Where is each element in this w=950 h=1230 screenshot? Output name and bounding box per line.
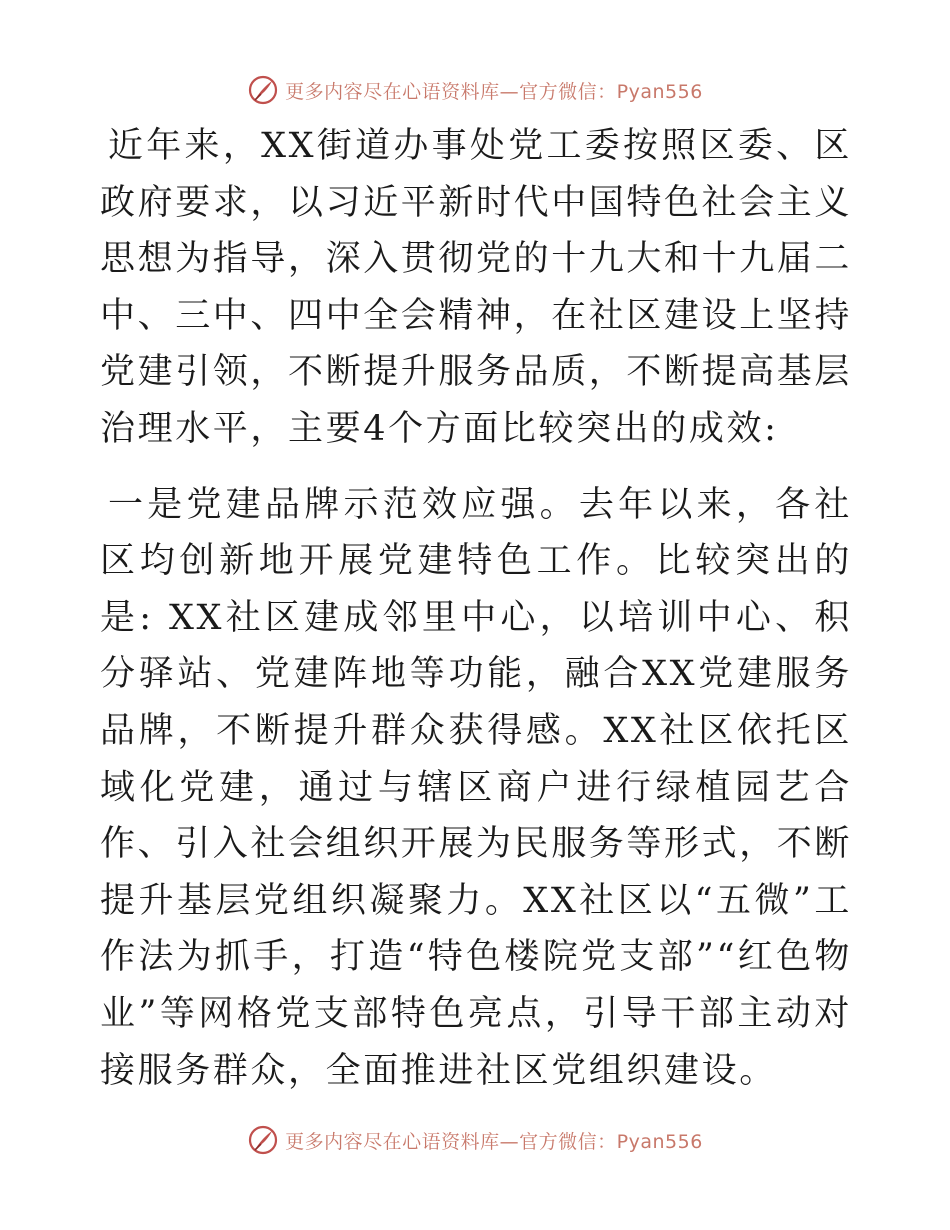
feather-pen-logo-icon — [247, 74, 279, 106]
footer-watermark-banner — [0, 1120, 950, 1160]
document-body — [100, 118, 852, 1099]
header-watermark-banner — [0, 70, 950, 110]
paragraph-intro: 近年来，XX街道办事处党工委按照区委、区政府要求，以习近平新时代中国特色社会主义思想为指导，深入贯彻党的十九大和十九届二中、三中、四中全会精神，在社区建设上坚持党建引领，不断提升服务品质，不断提高基层治理水平，主要4个方面比较突出的成效: — [100, 126, 853, 449]
watermark-text: 更多内容尽在心语资料库—官方微信：Pyan556 — [285, 1130, 703, 1153]
feather-pen-logo-icon — [247, 1124, 279, 1156]
watermark-text: 更多内容尽在心语资料库—官方微信：Pyan556 — [285, 80, 703, 103]
paragraph-party-brand: 一是党建品牌示范效应强。去年以来，各社区均创新地开展党建特色工作。比较突出的是: XX社区建成邻里中心，以培训中心、积分驿站、党建阵地等功能，融合XX党建服务品牌，不断提升群众获得感。XX社区依托区域化党建，通过与辖区商户进行绿植园艺合作、引入社会组织开展为民服务等形式，不断提升基层党组织凝聚力。XX社区以“五微”工作法为抓手，打造“特色楼院党支部”“红色物业”等网格党支部特色亮点，引导干部主动对接服务群众，全面推进社区党组织建设。 — [100, 484, 853, 1091]
